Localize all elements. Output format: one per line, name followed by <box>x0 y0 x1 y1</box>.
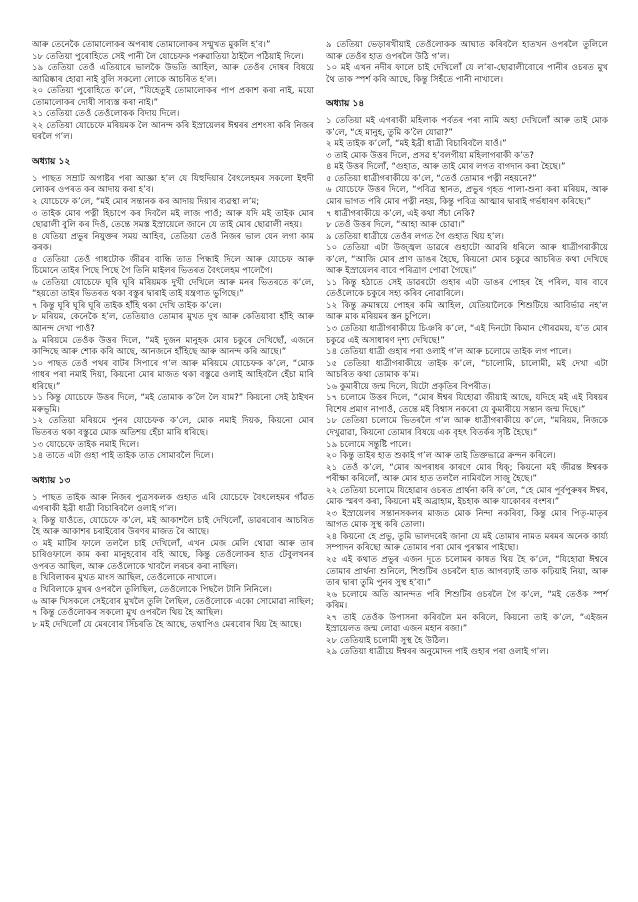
verse-paragraph: ৬ তেতিয়া যোচেফে ঘূৰি ঘূৰি মৰিয়মক দুখী দেখিলে আৰু মনৰ ভিতৰতে ক’লে, “হয়তো তাইৰ ভিতৰত থকা বস্তুৰ দ্বাৰাই তাই যন্ত্ৰণাত ভুগিছে।” <box>32 277 314 300</box>
verse-paragraph: ৪ মই উত্তৰ দিলোঁ, “গুহাত, আৰু তাই মোৰ লগত বাগদান কৰা হৈছে।” <box>326 162 566 173</box>
verse-paragraph: ১৯ তেতিয়া তেওঁ এতিয়াৰে ভালকৈ উভতি আহিল, আৰু তেওঁৰ দোষৰ বিষয়ে আৱিষ্কাৰ হোৱা নাই বুলি সকলো লোকে আচৰিত হ’ল। <box>32 63 314 85</box>
verse-paragraph: ১২ কিন্তু ক্ৰমান্বয়ে পোহৰ কমি আহিল, যেতিয়ালৈকে শিশুটিয়ে আবিৰ্ভাৱ নহ’ল আৰু মাক মৰিয়মৰ স্তন চুপিলে। <box>326 300 608 323</box>
verse-paragraph: ১ পাছত সম্ৰাট অগাষ্টৰ পৰা আজ্ঞা হ’ল যে যিহুদিয়াৰ বৈৎলেহমৰ সকলো ইহুদী লোকৰ ওপৰত কৰ আদায় কৰা হ’ব। <box>32 173 314 196</box>
verse-paragraph: ৭ ধাত্ৰীগৰাকীয়ে ক’লে, এই কথা সঁচা নেকি? <box>326 208 475 219</box>
verse-paragraph: ৯ তেতিয়া ভেড়াৰখীয়াই তেওঁলোকক আঘাত কৰিবলৈ হাতখন ওপৰলৈ তুলিলে আৰু তেওঁৰ হাত ওপৰলৈ উঠি গ’ল। <box>326 40 608 62</box>
verse-paragraph: ১৪ তেতিয়া ধাত্ৰী গুহাৰ পৰা ওলাই গ’ল আৰু চলোমে তাইক লগ পালে। <box>326 347 572 358</box>
verse-paragraph: ২৩ ইস্রায়েলৰ সন্তানসকলৰ মাজত মোক নিন্দা নকৰিবা, কিন্তু মোৰ পিতৃ-মাতৃৰ আগত মোক সুস্থ কৰি তোলা। <box>326 508 608 531</box>
verse-paragraph: ২ মই তাইক ক’লোঁ, “মই ইব্ৰী ধাত্ৰী বিচাৰিবলৈ যাওঁ।” <box>326 139 507 150</box>
chapter-14-verses <box>326 116 608 659</box>
verse-paragraph: ১৯ চলোমে সন্তুষ্টি পালে। <box>326 439 412 450</box>
verse-paragraph: ২ যোচেফে ক’লে, “মই মোৰ সন্তানক কৰ আদায় দিয়াৰ ব্যৱস্থা ল’ম; <box>32 197 260 208</box>
verse-paragraph: ২ কিন্তু যাওঁতে, যোচেফে ক’লে, মই আকাশলৈ চাই দেখিলোঁ, ডাৱৰবোৰ আচৰিত হৈ আৰু আকাশৰ চৰাইবোৰ উৰণৰ মাজত ৰৈ আছে। <box>32 515 314 538</box>
verse-paragraph: ৬ যোচেফে উত্তৰ দিলে, “পবিত্ৰ স্থানত, প্ৰভুৰ গৃহত পালা-শুনা কৰা মৰিয়ম, আৰু মোৰ ভাগত পৰি মোৰ পত্নী নহয়, কিন্তু পবিত্ৰ আত্মাৰ দ্বাৰাই গৰ্ভধাৰণ কৰিছে।” <box>326 185 608 208</box>
chapter-14-heading: অধ্যায় ১৪ <box>326 99 365 110</box>
verse-paragraph: ৮ মই দেখিলোঁ যে মেৰবোৰ সিঁচৰতি হৈ আছে, তথাপিও মেৰবোৰ থিয় হৈ আছে। <box>32 619 302 630</box>
verse-paragraph: ১৩ তেতিয়া ধাত্ৰীগৰাকীয়ে চিঞৰি ক’লে, “এই দিনটো কিমান গৌৰৱময়, য’ত মোৰ চকুৱে এই অসাধাৰণ দৃশ্য দেখিছে!” <box>326 324 608 346</box>
verse-paragraph: ২৭ তাই তেওঁক উপাসনা কৰিবলৈ মন কৰিলে, কিয়নো তাই ক’লে, “এইজন ইস্রায়েলত জন্ম লোৱা এজন মহান ৰজা।” <box>326 612 608 635</box>
verse-paragraph: ৪ যেতিয়া প্ৰভুৰ নিযুক্তৰ সময় আহিব, তেতিয়া তেওঁ নিজৰ ভাল যেন লগা কাম কৰক। <box>32 231 314 254</box>
verse-paragraph: ৫ তেতিয়া তেওঁ গাধটোক জীৱৰ বান্ধি তাত পিন্ধাই দিলে আৰু যোচেফ আৰু চিমোনে তাইৰ পিছে পিছে গৈ তিনি মাইলৰ ভিতৰত বৈৎলেহম পালেগৈ। <box>32 254 314 277</box>
verse-paragraph: ৩ তাইক মোৰ পত্নী হিচাপে কৰ দিবলৈ মই লাজ পাওঁ; আৰু যদি মই তাইক মোৰ ছোৱালী বুলি কৰ দিওঁ, তেন্তে সমস্ত ইস্রায়েলে জানে যে তাই মোৰ ছোৱালী নহয়। <box>32 208 314 231</box>
left-intro-verses <box>32 40 314 144</box>
verse-paragraph: ২২ তেতিয়া চলোমে যিহোৱাৰ ওচৰত প্ৰাৰ্থনা কৰি ক’লে, “হে মোৰ পূৰ্বপুৰুষৰ ঈশ্বৰ, মোক স্মৰণ কৰা, কিয়নো মই অব্ৰাহাম, ইচহাক আৰু যাকোবৰ বংশৰ।” <box>326 485 608 508</box>
chapter-13-verses <box>32 493 314 632</box>
verse-paragraph: ১০ পাছত তেওঁ পথৰ বাটৰ সিপাৰে গ’ল আৰু মৰিয়মে যোচেফক ক’লে, “মোক গাধৰ পৰা নমাই দিয়া, কিয়নো মোৰ মাজত থকা বস্তুৱে ওলাই আহিবলৈ হেঁচা মাৰি ধৰিছে।” <box>32 358 314 392</box>
verse-paragraph: ১৮ তেতিয়া চলোমে ভিতৰলৈ গ’ল আৰু ধাত্ৰীগৰাকীয়ে ক’লে, “মৰিয়ম, নিজকে দেখুৱাৱা, কিয়নো তোমাৰ বিষয়ে এক বৃহৎ বিতৰ্কৰ সৃষ্টি হৈছে।” <box>326 416 608 438</box>
verse-paragraph: ৭ কিন্তু তেওঁলোকৰ সকলো মুখ ওপৰলৈ থিয় হৈ আছিল। <box>32 608 224 619</box>
verse-paragraph: ৭ কিন্তু ঘূৰি ঘূৰি ঘূৰি তাইক হাঁহি থকা দেখি তাইক ক’লে। <box>32 300 222 311</box>
chapter-12-verses <box>32 174 314 463</box>
verse-paragraph: ২১ তেতিয়া তেওঁ তেওঁলোকক বিদায় দিলে। <box>32 109 180 120</box>
verse-paragraph: ৩ মই মাটিৰ ফালে তললৈ চাই দেখিলোঁ, এখন মেজ মেলি থোৱা আৰু তাৰ চাৰিওফালে কাম কৰা মানুহবোৰ বহি আছে, কিন্তু তেওঁলোকৰ হাত টেবুলখনৰ ওপৰত আছিল, আৰু তেওঁলোকে খাবলৈ লৰচৰ কৰা নাছিল। <box>32 538 314 572</box>
verse-paragraph: ১১ কিন্তু যোচেফে উত্তৰ দিলে, “মই তোমাক ক’লৈ লৈ যাম?” কিয়নো সেই ঠাইখন মৰুভূমি। <box>32 393 314 415</box>
verse-paragraph: ২০ তেতিয়া পুৰোহিতে ক’লে, “যিহেতুই তোমালোকৰ পাপ প্ৰকাশ কৰা নাই, মযো তোমালোকৰ দোষী সাব্যস্ত কৰা নাই।” <box>32 86 314 108</box>
verse-paragraph: ৫ তেতিয়া ধাত্ৰীগৰাকীয়ে ক’লে, “তেওঁ তোমাৰ পত্নী নহয়নে?” <box>326 173 537 184</box>
verse-paragraph: ৫ খিবিলাকে মুখৰ ওপৰলৈ তুলিছিল, তেওঁলোকে পিছলৈ টানি নিনিলে। <box>32 584 272 595</box>
verse-paragraph: ১৪ তাতে এটা গুহা পাই তাইক তাত সোমাবলৈ দিলে। <box>32 451 214 462</box>
verse-paragraph: ২৫ এই কথাত প্ৰভুৰ এজন দূতে চলোমৰ কাষত থিয় হৈ ক’লে, “যিহোৱা ঈশ্বৰে তোমাৰ প্ৰাৰ্থনা শুনিলে, শিশুটিৰ ওচৰলৈ হাত আগবঢ়াই তাক কঢ়িয়াই নিয়া, আৰু তাৰ দ্বাৰা তুমি পুনৰ সুস্থ হ’বা।” <box>326 554 608 589</box>
left-column <box>32 40 314 631</box>
verse-paragraph: আৰু তেনেকৈ তোমালোকৰ অপৰাধ তোমালোকৰ সন্মুখত মুকলি হ’ব।” <box>32 40 271 50</box>
chapter-12-heading: অধ্যায় ১২ <box>32 156 71 167</box>
verse-paragraph: ১০ তেতিয়া এটা উজ্জ্বল ডাৱৰে গুহাটো আৱৰি ধৰিলে আৰু ধাত্ৰীগৰাকীয়ে ক’লে, “আজি মোৰ প্ৰাণ ডাঙৰ হৈছে, কিয়নো মোৰ চকুৱে আচৰিত কথা দেখিছে আৰু ইস্রায়েলৰ বাবে পৰিত্ৰাণ পোৱা গৈছে।” <box>326 243 608 277</box>
right-column <box>326 40 608 659</box>
verse-paragraph: ২২ তেতিয়া যোচেফে মৰিয়মক লৈ আনন্দ কৰি ইস্রায়েলৰ ঈশ্বৰৰ প্ৰশংসা কৰি নিজৰ ঘৰলৈ গ’ল। <box>32 120 314 143</box>
verse-paragraph: ২১ তেওঁ ক’লে, “মোৰ অপৰাধৰ কাৰণে মোৰ ধিক্‌; কিয়নো মই জীৱন্ত ঈশ্বৰক পৰীক্ষা কৰিলোঁ, আৰু মোৰ হাত তললৈ নামিবলৈ সাজু হৈছে।” <box>326 462 608 485</box>
verse-paragraph: ১৭ চলোমে উত্তৰ দিলে, “মোৰ ঈশ্বৰ যিহোৱা জীয়াই আছে, যদিহে মই এই বিষয়ৰ বিশেষ প্ৰমাণ নাপাওঁ, তেন্তে মই বিশ্বাস নকৰো যে কুমাৰীয়ে সন্তান জন্ম দিছে।” <box>326 393 608 415</box>
verse-paragraph: ১২ তেতিয়া মৰিয়মে পুনৰ যোচেফক ক’লে, মোক নমাই দিয়ক, কিয়নো মোৰ ভিতৰত থকা বস্তুৱে মোক অতিশয় হেঁচা মাৰি ধৰিছে। <box>32 416 314 438</box>
chapter-13-heading: অধ্যায় ১৩ <box>32 475 71 486</box>
verse-paragraph: ২৬ চলোমে অতি আনন্দত পৰি শিশুটিৰ ওচৰলৈ গৈ ক’লে, “মই তেওঁক স্পৰ্শ কৰিম। <box>326 589 608 612</box>
verse-paragraph: ১৮ তেতিয়া পুৰোহিতে সেই পানী লৈ যোচেফক পৰুৱাতিয়া ঠাইলৈ পঠিয়াই দিলে। <box>32 51 304 62</box>
verse-paragraph: ২০ কিন্তু তাইৰ হাত শুকাই গ’ল আৰু তাই তিক্তভাৱে ক্ৰন্দন কৰিলে। <box>326 451 556 462</box>
verse-paragraph: ৯ মৰিয়মে তেওঁক উত্তৰ দিলে, “মই দুজন মানুহক মোৰ চকুৰে দেখিছোঁ, এজনে কান্দিছে আৰু শোক কৰি আছে, আনজনে হাঁহিছে আৰু আনন্দ কৰি আছে।” <box>32 335 314 358</box>
verse-paragraph: ১৬ কুমাৰীয়ে জন্ম দিলে, যিটো প্ৰকৃতিৰ বিপৰীত। <box>326 381 491 392</box>
verse-paragraph: ৩ তাই মোক উত্তৰ দিলে, প্ৰসৱ হ’বলগীয়া মহিলাগৰাকী ক’ত? <box>326 150 534 161</box>
verse-paragraph: ১ তেতিয়া মই এগৰাকী মহিলাক পৰ্বতৰ পৰা নামি অহা দেখিলোঁ আৰু তাই মোক ক’লে, “হে মানুহ, তুমি ক’লৈ যোৱা?” <box>326 116 608 138</box>
verse-paragraph: ১০ মই এখন নদীৰ ফালে চাই দেখিলোঁ যে ল’ৰা-ছোৱালীবোৰে পানীৰ ওচৰত মুখ থৈ তাক স্পৰ্শ কৰি আছে, কিন্তু সিহঁতে পানী নাখালে। <box>326 63 608 85</box>
verse-paragraph: ৬ আৰু খিসকলে সেইবোৰ মুখলৈ তুলি লৈছিল, তেওঁলোকে একো সোমোৱা নাছিল; <box>32 596 314 607</box>
verse-paragraph: ২৪ কিয়নো হে প্ৰভু, তুমি ভালদৰেই জানা যে মই তোমাৰ নামত মৰমৰ অনেক কাৰ্য্য সম্পাদন কৰিছো আৰু তোমাৰ পৰা মোৰ পুৰস্কাৰ পাইছো। <box>326 531 608 554</box>
verse-paragraph: ১৫ তেতিয়া ধাত্ৰীগৰাকীয়ে তাইক ক’লে, “চালোমি, চালোমী, মই দেখা এটা আচৰিত কথা তোমাক ক’ম। <box>326 358 608 381</box>
verse-paragraph: ৮ মৰিয়ম, কেনেকৈ হ’ল, তেতিয়াও তোমাৰ মুখত দুখ আৰু কেতিয়াবা হাঁহি আৰু আনন্দ দেখা পাওঁ? <box>32 312 314 335</box>
verse-paragraph: ১১ কিন্তু হঠাতে সেই ডাৱৰটো গুহাৰ এটা ডাঙৰ পোহৰ হৈ পৰিল, যাৰ বাবে তেওঁলোকে চকুৰে সহ্য কৰিব নোৱাৰিলে। <box>326 277 608 300</box>
verse-paragraph: ২৯ তেতিয়া ধাত্ৰীয়ে ঈশ্বৰৰ অনুমোদন পাই গুহাৰ পৰা ওলাই গ’ল। <box>326 647 549 658</box>
verse-paragraph: ৯ তেতিয়া ধাত্ৰীয়ে তেওঁৰ লগত গৈ গুহাত থিয় হ’ল। <box>326 231 504 242</box>
verse-paragraph: ২৮ তেতিয়াই চলোমী সুস্থ হৈ উঠিল। <box>326 635 449 646</box>
right-intro-verses <box>326 40 608 86</box>
verse-paragraph: ৮ তেওঁ উত্তৰ দিলে, “আহা আৰু চোৱা।” <box>326 220 466 231</box>
verse-paragraph: ১৩ যোচেফে তাইক নমাই দিলে। <box>32 439 140 450</box>
verse-paragraph: ৪ খিবিলাকৰ মুখত মাংস আছিল, তেওঁলোকে নাখালে। <box>32 573 217 584</box>
verse-paragraph: ১ পাছত তাইক আৰু নিজৰ পুত্ৰসকলক গুহাত এৰি যোচেফে বৈৎলেহমৰ গাঁৱত এগৰাকী ইব্ৰী ধাত্ৰী বিচাৰিবলৈ ওলাই গ’ল। <box>32 492 314 515</box>
